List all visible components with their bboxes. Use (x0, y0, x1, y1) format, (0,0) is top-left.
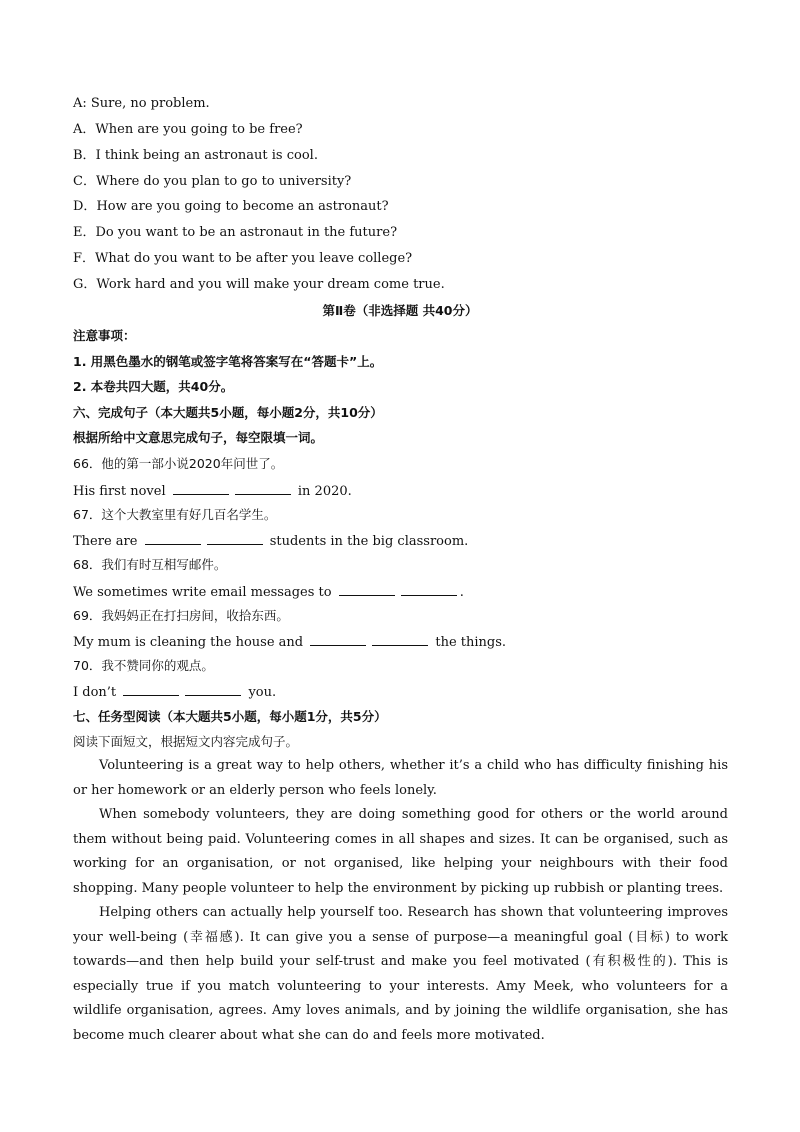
question-69-sentence (73, 632, 506, 652)
option-text: Work hard and you will make your dream come true. (96, 277, 445, 292)
sentence-end: . (459, 585, 464, 600)
answer-blank[interactable] (173, 481, 229, 495)
option-letter: B． (73, 148, 96, 163)
option-text: How are you going to become an astronaut? (96, 199, 389, 214)
option-letter: C． (73, 174, 96, 189)
sentence-end: in 2020. (297, 484, 352, 499)
answer-blank[interactable] (401, 582, 457, 596)
section6-instruction: 根据所给中文意思完成句子，每空限填一词。 (73, 430, 324, 445)
answer-blank[interactable] (185, 682, 241, 696)
option-text: What do you want to be after you leave college? (95, 251, 413, 266)
option-letter: F． (73, 251, 96, 266)
option-text: When are you going to be free? (95, 122, 303, 137)
passage-paragraph-1: Volunteering is a great way to help others, whether it’s a child who has difficulty finishing his or her homework or an elderly person who feels lonely. (73, 758, 728, 798)
option-f (73, 250, 412, 268)
sentence-start: There are (73, 534, 138, 549)
answer-blank[interactable] (339, 582, 395, 596)
answer-blank[interactable] (310, 632, 366, 646)
dialogue-end-line: A: Sure, no problem. (73, 96, 210, 111)
question-67-chinese: 67．这个大教室里有好几百名学生。 (73, 507, 277, 522)
sentence-start: His first novel (73, 484, 166, 499)
option-c (73, 173, 351, 191)
answer-blank[interactable] (235, 481, 291, 495)
option-e (73, 224, 397, 242)
option-text: Where do you plan to go to university? (95, 174, 352, 189)
question-68-sentence (73, 582, 464, 602)
question-70-sentence (73, 682, 276, 702)
sentence-start: I don’t (73, 685, 117, 700)
answer-blank[interactable] (123, 682, 179, 696)
option-a (73, 121, 303, 139)
notice-heading: 注意事项： (73, 328, 136, 343)
part2-title: 第Ⅱ卷（非选择题 共40分） (322, 303, 478, 318)
answer-blank[interactable] (207, 531, 263, 545)
section6-title: 六、完成句子（本大题共5小题，每小题2分，共10分） (73, 405, 383, 420)
option-text: Do you want to be an astronaut in the future? (95, 225, 398, 240)
option-letter: E． (73, 225, 96, 240)
answer-blank[interactable] (372, 632, 428, 646)
question-66-chinese: 66．他的第一部小说2020年问世了。 (73, 456, 284, 471)
option-letter: G． (73, 277, 97, 292)
question-67-sentence (73, 531, 468, 551)
option-letter: D． (73, 199, 97, 214)
sentence-end: students in the big classroom. (269, 534, 469, 549)
question-70-chinese: 70．我不赞同你的观点。 (73, 658, 214, 673)
passage-paragraph-2: When somebody volunteers, they are doing something good for others or the world around them without being paid. Volunteering comes in all shapes and sizes. It can be organised, such as working for an organisation, or not organised, like helping your neighbours with their food shopping. Many people volunteer to help the environment by picking up rubbish or planting trees. (73, 807, 728, 896)
answer-blank[interactable] (145, 531, 201, 545)
notice-item-1: 1. 用黑色墨水的钢笔或签字笔将答案写在“答题卡”上。 (73, 354, 383, 369)
section7-title: 七、任务型阅读（本大题共5小题，每小题1分，共5分） (73, 709, 387, 724)
option-text: I think being an astronaut is cool. (95, 148, 318, 163)
sentence-start: We sometimes write email messages to (73, 585, 332, 600)
option-letter: A． (73, 122, 96, 137)
option-g (73, 276, 445, 294)
sentence-end: the things. (435, 635, 507, 650)
question-66-sentence (73, 481, 352, 501)
notice-item-2: 2. 本卷共四大题，共40分。 (73, 379, 234, 394)
sentence-start: My mum is cleaning the house and (73, 635, 304, 650)
question-69-chinese: 69．我妈妈正在打扫房间，收拾东西。 (73, 608, 289, 623)
sentence-end: you. (248, 685, 277, 700)
section7-instruction: 阅读下面短文，根据短文内容完成句子。 (73, 734, 299, 749)
option-b (73, 147, 318, 165)
question-68-chinese: 68．我们有时互相写邮件。 (73, 557, 227, 572)
passage-paragraph-3: Helping others can actually help yourself too. Research has shown that volunteering improves your well-being (幸福感). It can give you a sense of purpose—a meaningful goal (目标) to work towards—and then help build your self-trust and make you feel motivated (有积极性的). This is especially true if you match volunteering to your interests. Amy Meek, who volunteers for a wildlife organisation, agrees. Amy loves animals, and by joining the wildlife organisation, she has become much clearer about what she can do and feels more motivated. (73, 905, 728, 1043)
option-d (73, 198, 389, 216)
